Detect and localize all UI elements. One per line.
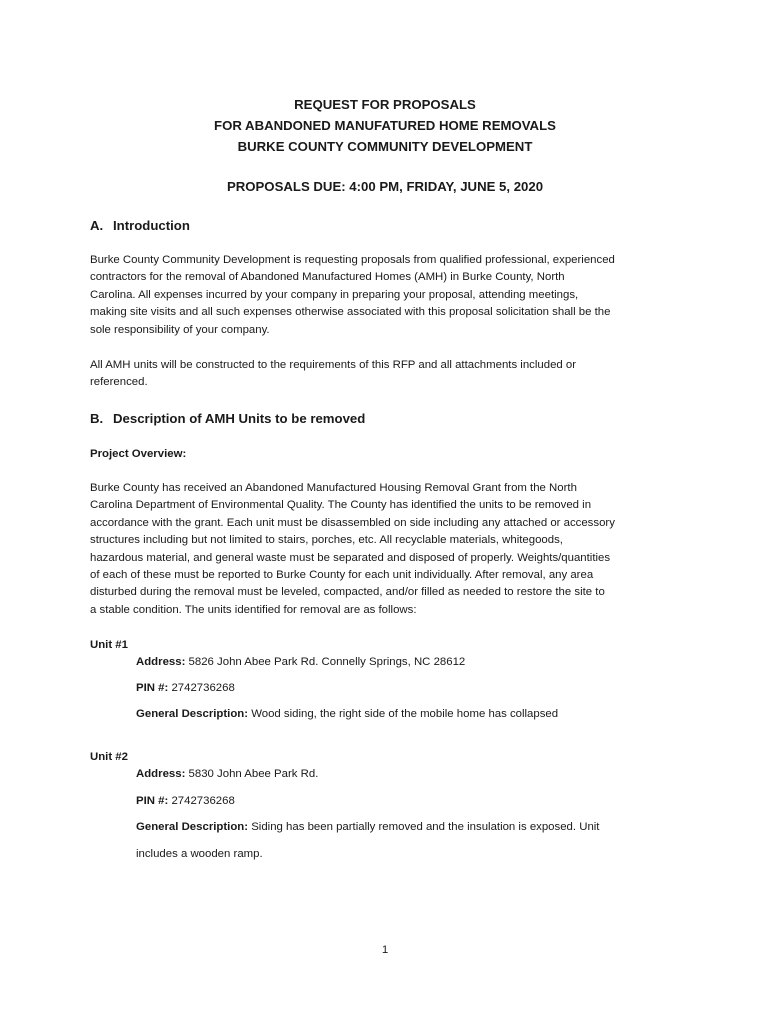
paragraph-line: of each of these must be reported to Burke County for each unit individually. After removal, any area (90, 569, 594, 582)
unit-2-description (136, 819, 599, 836)
unit-1-pin (136, 680, 235, 697)
proposals-due: PROPOSALS DUE: 4:00 PM, FRIDAY, JUNE 5, 2020 (226, 179, 544, 194)
title-line-3: BURKE COUNTY COMMUNITY DEVELOPMENT (237, 139, 533, 154)
description-label: General Description: (136, 708, 249, 720)
document-title (0, 94, 770, 157)
title-line-1: REQUEST FOR PROPOSALS (294, 97, 476, 112)
paragraph-line: disturbed during the removal must be leveled, compacted, and/or filled as needed to restore the site to (90, 586, 605, 599)
pin-value: 2742736268 (168, 682, 235, 694)
address-label: Address: (136, 656, 186, 668)
description-value: Siding has been partially removed and the insulation is exposed. Unit (248, 821, 600, 833)
paragraph-line: Burke County has received an Abandoned Manufactured Housing Removal Grant from the North (90, 482, 577, 494)
section-a-letter: A. (90, 218, 104, 233)
description-value: Wood siding, the right side of the mobile home has collapsed (248, 708, 559, 720)
section-a-title: Introduction (113, 218, 190, 233)
paragraph-line: structures including but not limited to stairs, porches, etc. All recyclable materials, whitegoods, (90, 534, 563, 547)
introduction-paragraph-2 (90, 357, 690, 392)
unit-2-label: Unit #2 (90, 751, 128, 763)
unit-2-description-continued: includes a wooden ramp. (136, 848, 263, 860)
title-line-2: FOR ABANDONED MANUFATURED HOME REMOVALS (214, 118, 556, 133)
paragraph-line: referenced. (90, 376, 148, 389)
description-label: General Description: (136, 821, 249, 833)
paragraph-line: accordance with the grant. Each unit must be disassembled on side including any attached or accessory (90, 516, 615, 529)
project-overview-label: Project Overview: (90, 448, 187, 460)
paragraph-line: a stable condition. The units identified for removal are as follows: (90, 603, 417, 616)
introduction-paragraph-1 (90, 252, 690, 339)
project-overview-paragraph (90, 480, 690, 619)
paragraph-line: Burke County Community Development is requesting proposals from qualified professional, experienced (90, 254, 615, 266)
unit-2-address (136, 766, 318, 783)
pin-value: 2742736268 (168, 795, 235, 807)
address-label: Address: (136, 768, 186, 780)
section-a-heading (90, 217, 190, 235)
paragraph-line: making site visits and all such expenses otherwise associated with this proposal solicitation shall be the (90, 306, 611, 319)
address-value: 5826 John Abee Park Rd. Connelly Springs, NC 28612 (185, 656, 466, 668)
paragraph-line: sole responsibility of your company. (90, 323, 270, 336)
pin-label: PIN #: (136, 682, 169, 694)
page-number: 1 (381, 944, 389, 956)
paragraph-line: Carolina. All expenses incurred by your company in preparing your proposal, attending meetings, (90, 288, 579, 301)
address-value: 5830 John Abee Park Rd. (185, 768, 319, 780)
section-b-title: Description of AMH Units to be removed (113, 411, 366, 426)
paragraph-line: Carolina Department of Environmental Quality. The County has identified the units to be removed in (90, 499, 592, 512)
unit-1-address (136, 654, 465, 671)
unit-1-description (136, 706, 558, 723)
unit-1-label: Unit #1 (90, 639, 128, 651)
pin-label: PIN #: (136, 795, 169, 807)
paragraph-line: contractors for the removal of Abandoned Manufactured Homes (AMH) in Burke County, North (90, 271, 565, 284)
unit-2-pin (136, 793, 235, 810)
section-b-letter: B. (90, 411, 104, 426)
paragraph-line: hazardous material, and general waste must be separated and disposed of properly. Weights/quantities (90, 551, 611, 564)
paragraph-line: All AMH units will be constructed to the requirements of this RFP and all attachments included or (90, 359, 577, 371)
section-b-heading (90, 410, 365, 428)
